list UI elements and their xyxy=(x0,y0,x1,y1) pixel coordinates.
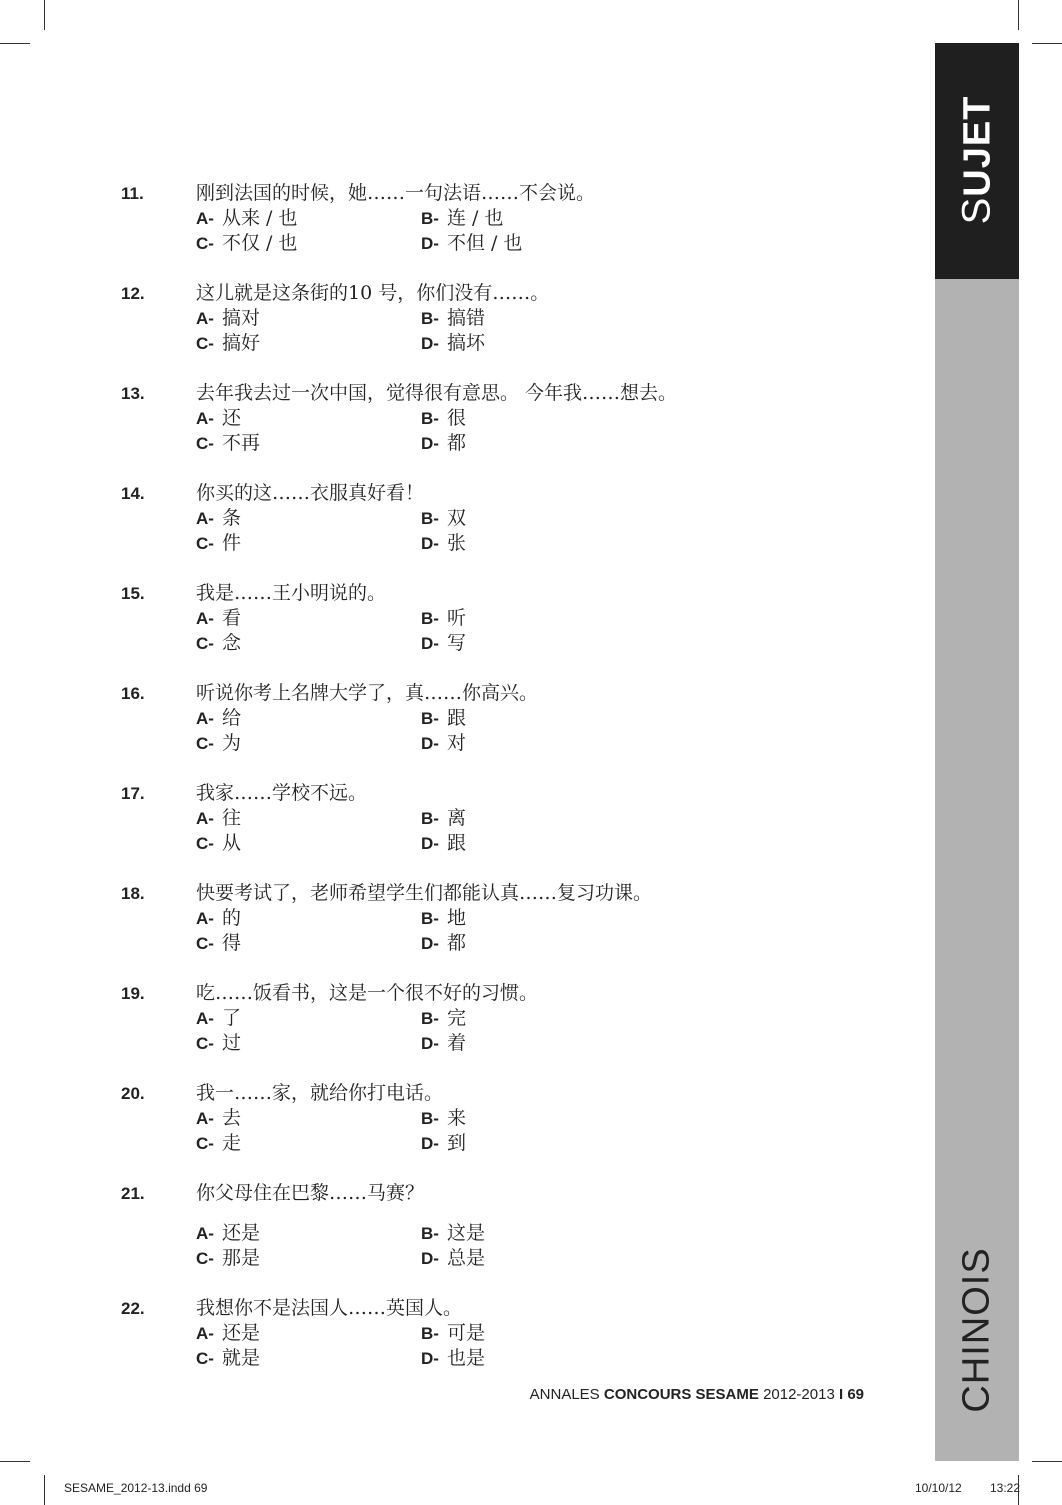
option-d xyxy=(421,831,466,856)
slug-date: 10/10/12 xyxy=(915,1481,962,1495)
option-text: 跟 xyxy=(446,707,466,729)
option-label: B- xyxy=(421,1224,439,1243)
footer-separator: I xyxy=(838,1386,844,1403)
option-c xyxy=(196,931,241,956)
option-text: 不再 xyxy=(221,432,260,454)
slug-time: 13:22 xyxy=(990,1481,1021,1495)
option-label: C- xyxy=(196,1134,214,1153)
option-label: B- xyxy=(421,409,439,428)
option-b xyxy=(421,306,485,331)
option-label: C- xyxy=(196,534,214,553)
question-text: 我是……王小明说的。 xyxy=(196,582,387,604)
option-text: 双 xyxy=(446,507,466,529)
option-label: A- xyxy=(196,409,214,428)
option-label: B- xyxy=(421,1324,439,1343)
option-text: 不仅 / 也 xyxy=(221,232,298,254)
option-c xyxy=(196,831,241,856)
option-text: 完 xyxy=(446,1007,466,1029)
option-text: 到 xyxy=(446,1132,466,1154)
option-d xyxy=(421,1031,466,1056)
option-label: A- xyxy=(196,309,214,328)
option-label: D- xyxy=(421,534,439,553)
footer-annales: ANNALES xyxy=(529,1386,600,1403)
option-a xyxy=(196,406,241,431)
option-a xyxy=(196,306,260,331)
option-label: A- xyxy=(196,509,214,528)
option-label: C- xyxy=(196,234,214,253)
option-b xyxy=(421,1321,485,1346)
option-text: 这是 xyxy=(446,1222,485,1244)
option-text: 给 xyxy=(221,707,241,729)
option-label: B- xyxy=(421,909,439,928)
crop-mark xyxy=(44,0,45,30)
option-label: B- xyxy=(421,309,439,328)
option-label: A- xyxy=(196,1009,214,1028)
option-text: 总是 xyxy=(446,1247,485,1269)
option-d xyxy=(421,631,466,656)
option-b xyxy=(421,506,466,531)
option-label: D- xyxy=(421,234,439,253)
crop-mark xyxy=(1032,43,1062,44)
option-text: 往 xyxy=(221,807,241,829)
question-number: 15. xyxy=(121,584,145,603)
option-text: 搞错 xyxy=(446,307,485,329)
option-label: A- xyxy=(196,1324,214,1343)
crop-mark xyxy=(0,1461,30,1462)
question-number: 21. xyxy=(121,1184,145,1203)
question-number: 19. xyxy=(121,984,145,1003)
option-c xyxy=(196,1246,260,1271)
option-label: B- xyxy=(421,709,439,728)
option-label: C- xyxy=(196,434,214,453)
option-b xyxy=(421,1221,485,1246)
slug-filename: SESAME_2012-13.indd 69 xyxy=(64,1481,208,1495)
option-a xyxy=(196,1221,260,1246)
footer-years: 2012-2013 xyxy=(763,1386,835,1403)
option-text: 着 xyxy=(446,1032,466,1054)
option-text: 可是 xyxy=(446,1322,485,1344)
option-c xyxy=(196,431,260,456)
option-b xyxy=(421,806,466,831)
crop-mark xyxy=(1032,1461,1062,1462)
option-label: B- xyxy=(421,1009,439,1028)
option-a xyxy=(196,1006,241,1031)
option-text: 那是 xyxy=(221,1247,260,1269)
option-label: D- xyxy=(421,934,439,953)
option-b xyxy=(421,706,466,731)
option-d xyxy=(421,931,466,956)
option-label: A- xyxy=(196,909,214,928)
option-text: 从 xyxy=(221,832,241,854)
option-c xyxy=(196,1346,260,1371)
option-label: C- xyxy=(196,1034,214,1053)
sujet-label: SUJET xyxy=(954,95,999,225)
option-label: D- xyxy=(421,1349,439,1368)
crop-mark xyxy=(44,1475,45,1505)
option-text: 为 xyxy=(221,732,241,754)
question-number: 14. xyxy=(121,484,145,503)
option-c xyxy=(196,731,241,756)
option-d xyxy=(421,1131,466,1156)
option-d xyxy=(421,431,466,456)
option-text: 搞对 xyxy=(221,307,260,329)
option-a xyxy=(196,1321,260,1346)
option-text: 的 xyxy=(221,907,241,929)
question-text: 你买的这……衣服真好看！ xyxy=(196,482,425,504)
option-d xyxy=(421,1246,485,1271)
option-label: B- xyxy=(421,209,439,228)
crop-mark xyxy=(1018,0,1019,30)
question-text: 我家……学校不远。 xyxy=(196,782,368,804)
footer-concours: CONCOURS SESAME xyxy=(603,1386,759,1403)
option-b xyxy=(421,906,466,931)
option-label: D- xyxy=(421,334,439,353)
option-d xyxy=(421,531,466,556)
option-d xyxy=(421,231,522,256)
option-c xyxy=(196,631,241,656)
question-number: 22. xyxy=(121,1299,145,1318)
question-number: 11. xyxy=(121,184,144,203)
option-label: D- xyxy=(421,634,439,653)
option-label: D- xyxy=(421,434,439,453)
option-label: A- xyxy=(196,709,214,728)
option-a xyxy=(196,506,241,531)
option-text: 都 xyxy=(446,432,466,454)
question-text: 吃……饭看书，这是一个很不好的习惯。 xyxy=(196,982,539,1004)
option-text: 过 xyxy=(221,1032,241,1054)
option-label: A- xyxy=(196,1109,214,1128)
option-text: 不但 / 也 xyxy=(446,232,523,254)
option-label: C- xyxy=(196,634,214,653)
option-b xyxy=(421,1106,466,1131)
option-text: 地 xyxy=(446,907,466,929)
question-number: 20. xyxy=(121,1084,145,1103)
question-text: 我想你不是法国人……英国人。 xyxy=(196,1297,463,1319)
option-a xyxy=(196,1106,241,1131)
option-c xyxy=(196,1131,241,1156)
option-c xyxy=(196,531,241,556)
option-label: A- xyxy=(196,209,214,228)
option-text: 也是 xyxy=(446,1347,485,1369)
option-label: C- xyxy=(196,334,214,353)
option-text: 写 xyxy=(446,632,466,654)
option-label: C- xyxy=(196,934,214,953)
question-number: 17. xyxy=(121,784,145,803)
option-label: D- xyxy=(421,1134,439,1153)
option-label: B- xyxy=(421,609,439,628)
question-number: 12. xyxy=(121,284,145,303)
question-text: 听说你考上名牌大学了，真……你高兴。 xyxy=(196,682,539,704)
option-c xyxy=(196,1031,241,1056)
option-text: 张 xyxy=(446,532,466,554)
option-text: 从来 / 也 xyxy=(221,207,298,229)
question-text: 快要考试了，老师希望学生们都能认真……复习功课。 xyxy=(196,882,653,904)
option-text: 就是 xyxy=(221,1347,260,1369)
option-text: 走 xyxy=(221,1132,241,1154)
option-d xyxy=(421,331,485,356)
option-label: C- xyxy=(196,734,214,753)
question-text: 你父母住在巴黎……马赛？ xyxy=(196,1182,425,1204)
option-label: C- xyxy=(196,1349,214,1368)
option-text: 念 xyxy=(221,632,241,654)
question-text: 我一……家，就给你打电话。 xyxy=(196,1082,444,1104)
option-text: 还 xyxy=(221,407,241,429)
option-text: 对 xyxy=(446,732,466,754)
option-a xyxy=(196,806,241,831)
option-label: D- xyxy=(421,1034,439,1053)
option-label: A- xyxy=(196,609,214,628)
option-text: 搞坏 xyxy=(446,332,485,354)
option-text: 去 xyxy=(221,1107,241,1129)
option-d xyxy=(421,731,466,756)
option-text: 条 xyxy=(221,507,241,529)
option-label: B- xyxy=(421,809,439,828)
option-text: 跟 xyxy=(446,832,466,854)
option-label: A- xyxy=(196,809,214,828)
question-text: 这儿就是这条街的10 号，你们没有……。 xyxy=(196,282,550,304)
option-text: 了 xyxy=(221,1007,241,1029)
question-number: 18. xyxy=(121,884,145,903)
option-label: C- xyxy=(196,1249,214,1268)
option-text: 都 xyxy=(446,932,466,954)
option-text: 连 / 也 xyxy=(446,207,504,229)
question-text: 刚到法国的时候，她……一句法语……不会说。 xyxy=(196,182,596,204)
option-a xyxy=(196,906,241,931)
option-text: 搞好 xyxy=(221,332,260,354)
question-number: 16. xyxy=(121,684,145,703)
option-label: D- xyxy=(421,734,439,753)
option-b xyxy=(421,206,503,231)
option-text: 还是 xyxy=(221,1322,260,1344)
option-text: 离 xyxy=(446,807,466,829)
option-label: D- xyxy=(421,1249,439,1268)
option-c xyxy=(196,331,260,356)
option-c xyxy=(196,231,297,256)
option-label: A- xyxy=(196,1224,214,1243)
option-a xyxy=(196,206,297,231)
option-text: 很 xyxy=(446,407,466,429)
option-label: C- xyxy=(196,834,214,853)
option-a xyxy=(196,606,241,631)
question-text: 去年我去过一次中国，觉得很有意思。 今年我……想去。 xyxy=(196,382,678,404)
option-text: 听 xyxy=(446,607,466,629)
option-label: D- xyxy=(421,834,439,853)
option-label: B- xyxy=(421,1109,439,1128)
option-text: 来 xyxy=(446,1107,466,1129)
option-b xyxy=(421,606,466,631)
crop-mark xyxy=(0,43,30,44)
page-number: 69 xyxy=(847,1386,864,1403)
option-a xyxy=(196,706,241,731)
option-text: 件 xyxy=(221,532,241,554)
question-number: 13. xyxy=(121,384,145,403)
page-footer xyxy=(530,1386,864,1403)
option-b xyxy=(421,406,466,431)
option-text: 看 xyxy=(221,607,241,629)
option-label: B- xyxy=(421,509,439,528)
option-text: 得 xyxy=(221,932,241,954)
chinois-label: CHINOIS xyxy=(955,1247,998,1413)
option-text: 还是 xyxy=(221,1222,260,1244)
option-d xyxy=(421,1346,485,1371)
option-b xyxy=(421,1006,466,1031)
